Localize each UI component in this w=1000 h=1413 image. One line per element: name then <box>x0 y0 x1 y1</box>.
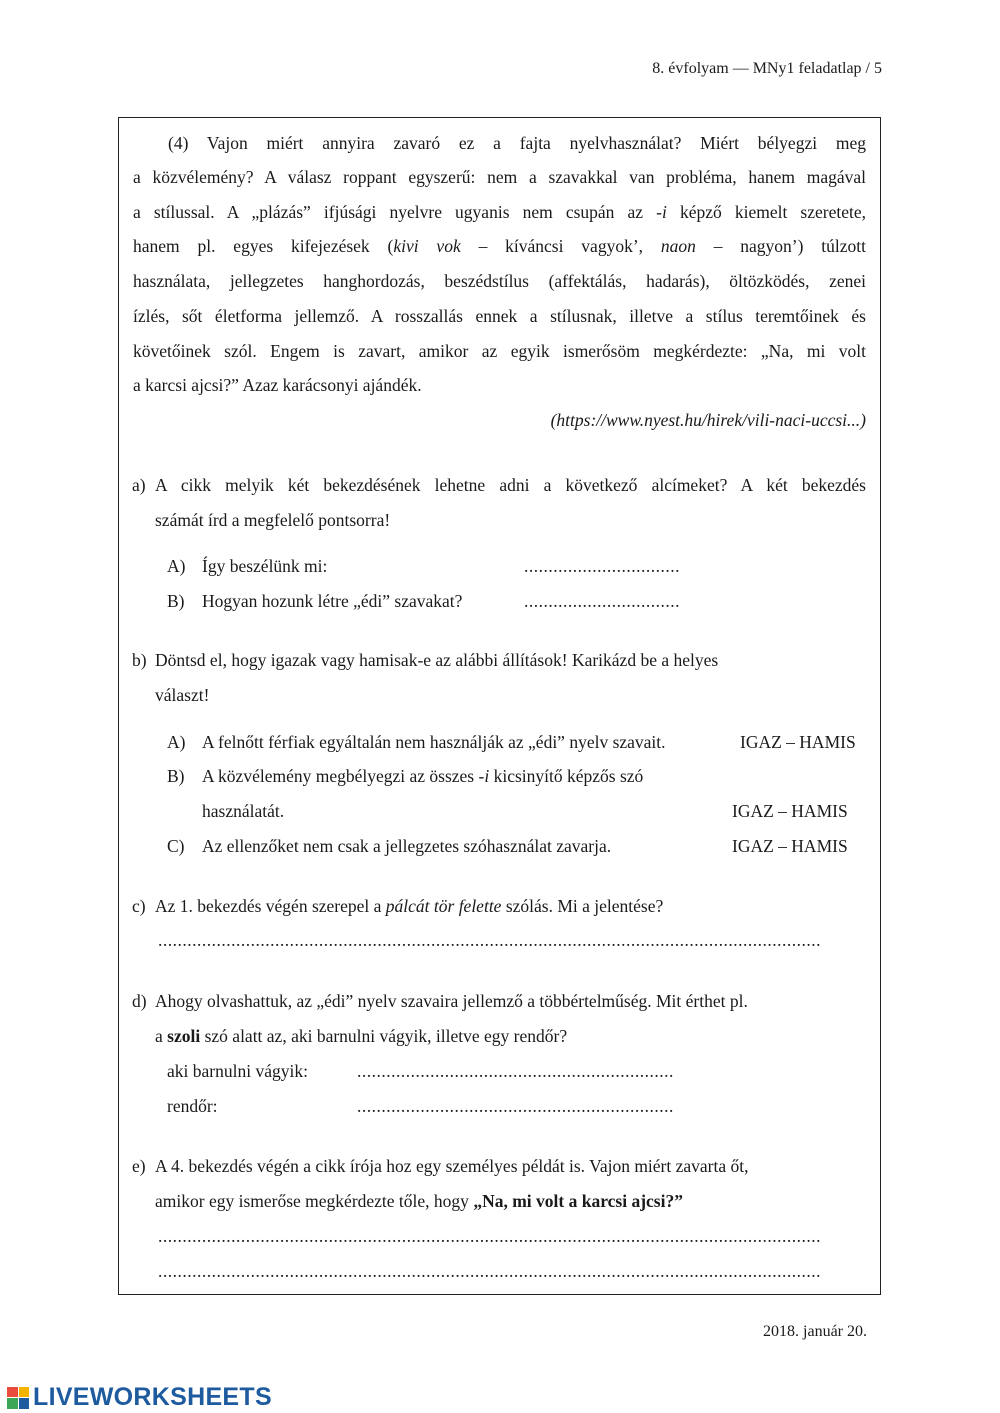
article-line-8: a karcsi ajcsi?” Azaz karácsonyi ajándék. <box>133 375 422 395</box>
task-b-item-text: A felnőtt férfiak egyáltalán nem használják az „édi” nyelv szavait. <box>202 732 666 752</box>
task-e-answer-line[interactable]: ........................................................................................................................................ <box>158 1228 821 1246</box>
task-b-instruction: választ! <box>155 685 210 705</box>
article-line-6: ízlés, sőt életforma jellemző. A rosszallás ennek a stílusnak, illetve a stílus teremtőinek és <box>133 306 866 326</box>
task-e-answer-line[interactable]: ........................................................................................................................................ <box>158 1263 821 1281</box>
article-line-3: a stílussal. A „plázás” ifjúsági nyelvre ugyanis nem csupán az -i képző kiemelt szeretete, <box>133 202 866 222</box>
task-d-letter: d) <box>132 991 147 1011</box>
task-b-question: Döntsd el, hogy igazak vagy hamisak-e az alábbi állítások! Karikázd be a helyes <box>155 650 719 670</box>
task-a-answer-line[interactable]: ................................ <box>524 593 680 611</box>
task-a-item-label: A) <box>167 556 186 576</box>
task-c-answer-line[interactable]: ........................................................................................................................................ <box>158 932 821 950</box>
task-b-letter: b) <box>132 650 147 670</box>
article-line-1: (4) Vajon miért annyira zavaró ez a fajta nyelvhasználat? Miért bélyegzi meg <box>168 133 866 153</box>
task-a-instruction: számát írd a megfelelő pontsorra! <box>155 510 391 530</box>
liveworksheets-logo-icon <box>7 1387 29 1409</box>
page-date: 2018. január 20. <box>763 1323 867 1340</box>
task-b-item-label: C) <box>167 836 185 856</box>
task-d-answer-line[interactable]: ................................................................. <box>357 1063 674 1081</box>
task-a-letter: a) <box>132 475 146 495</box>
article-source: (https://www.nyest.hu/hirek/vili-naci-uccsi...) <box>550 410 866 430</box>
task-b-item-text-cont: használatát. <box>202 801 285 821</box>
true-false-choice[interactable]: IGAZ – HAMIS <box>740 732 856 752</box>
article-line-2: a közvélemény? A válasz roppant egyszerű: nem a szavakkal van probléma, hanem magával <box>133 167 866 187</box>
task-e-question: A 4. bekezdés végén a cikk írója hoz egy személyes példát is. Vajon miért zavarta őt, <box>155 1156 749 1176</box>
task-b-item-text: A közvélemény megbélyegzi az összes -i kicsinyítő képzős szó <box>202 766 644 786</box>
task-b-item-label: A) <box>167 732 186 752</box>
task-e-question-cont: amikor egy ismerőse megkérdezte tőle, hogy „Na, mi volt a karcsi ajcsi?” <box>155 1191 683 1211</box>
liveworksheets-logo-text: LIVEWORKSHEETS <box>33 1383 272 1411</box>
task-b-item-label: B) <box>167 766 185 786</box>
task-d-field-label: rendőr: <box>167 1096 218 1116</box>
task-c-question: Az 1. bekezdés végén szerepel a pálcát tör felette szólás. Mi a jelentése? <box>155 896 664 916</box>
article-line-7: követőinek szól. Engem is zavart, amikor az egyik ismerősöm megkérdezte: „Na, mi volt <box>133 341 866 361</box>
worksheet-frame <box>118 117 881 1295</box>
task-d-question: Ahogy olvashattuk, az „édi” nyelv szavaira jellemző a többértelműség. Mit érthet pl. <box>155 991 748 1011</box>
task-a-item-text: Hogyan hozunk létre „édi” szavakat? <box>202 591 463 611</box>
task-a-item-text: Így beszélünk mi: <box>202 556 328 576</box>
task-a-item-label: B) <box>167 591 185 611</box>
article-line-5: használata, jellegzetes hanghordozás, beszédstílus (affektálás, hadarás), öltözködés, zenei <box>133 271 866 291</box>
article-line-4: hanem pl. egyes kifejezések (kivi vok – kíváncsi vagyok’, naon – nagyon’) túlzott <box>133 236 866 256</box>
liveworksheets-logo[interactable] <box>7 1383 272 1412</box>
task-c-letter: c) <box>132 896 146 916</box>
true-false-choice[interactable]: IGAZ – HAMIS <box>732 836 848 856</box>
task-a-question: A cikk melyik két bekezdésének lehetne adni a következő alcímeket? A két bekezdés <box>155 475 866 495</box>
true-false-choice[interactable]: IGAZ – HAMIS <box>732 801 848 821</box>
task-d-field-label: aki barnulni vágyik: <box>167 1061 308 1081</box>
page-header: 8. évfolyam — MNy1 feladatlap / 5 <box>652 60 882 77</box>
task-a-answer-line[interactable]: ................................ <box>524 558 680 576</box>
task-d-question-cont: a szoli szó alatt az, aki barnulni vágyik, illetve egy rendőr? <box>155 1026 568 1046</box>
task-e-letter: e) <box>132 1156 146 1176</box>
task-b-item-text: Az ellenzőket nem csak a jellegzetes szóhasználat zavarja. <box>202 836 612 856</box>
task-d-answer-line[interactable]: ................................................................. <box>357 1098 674 1116</box>
